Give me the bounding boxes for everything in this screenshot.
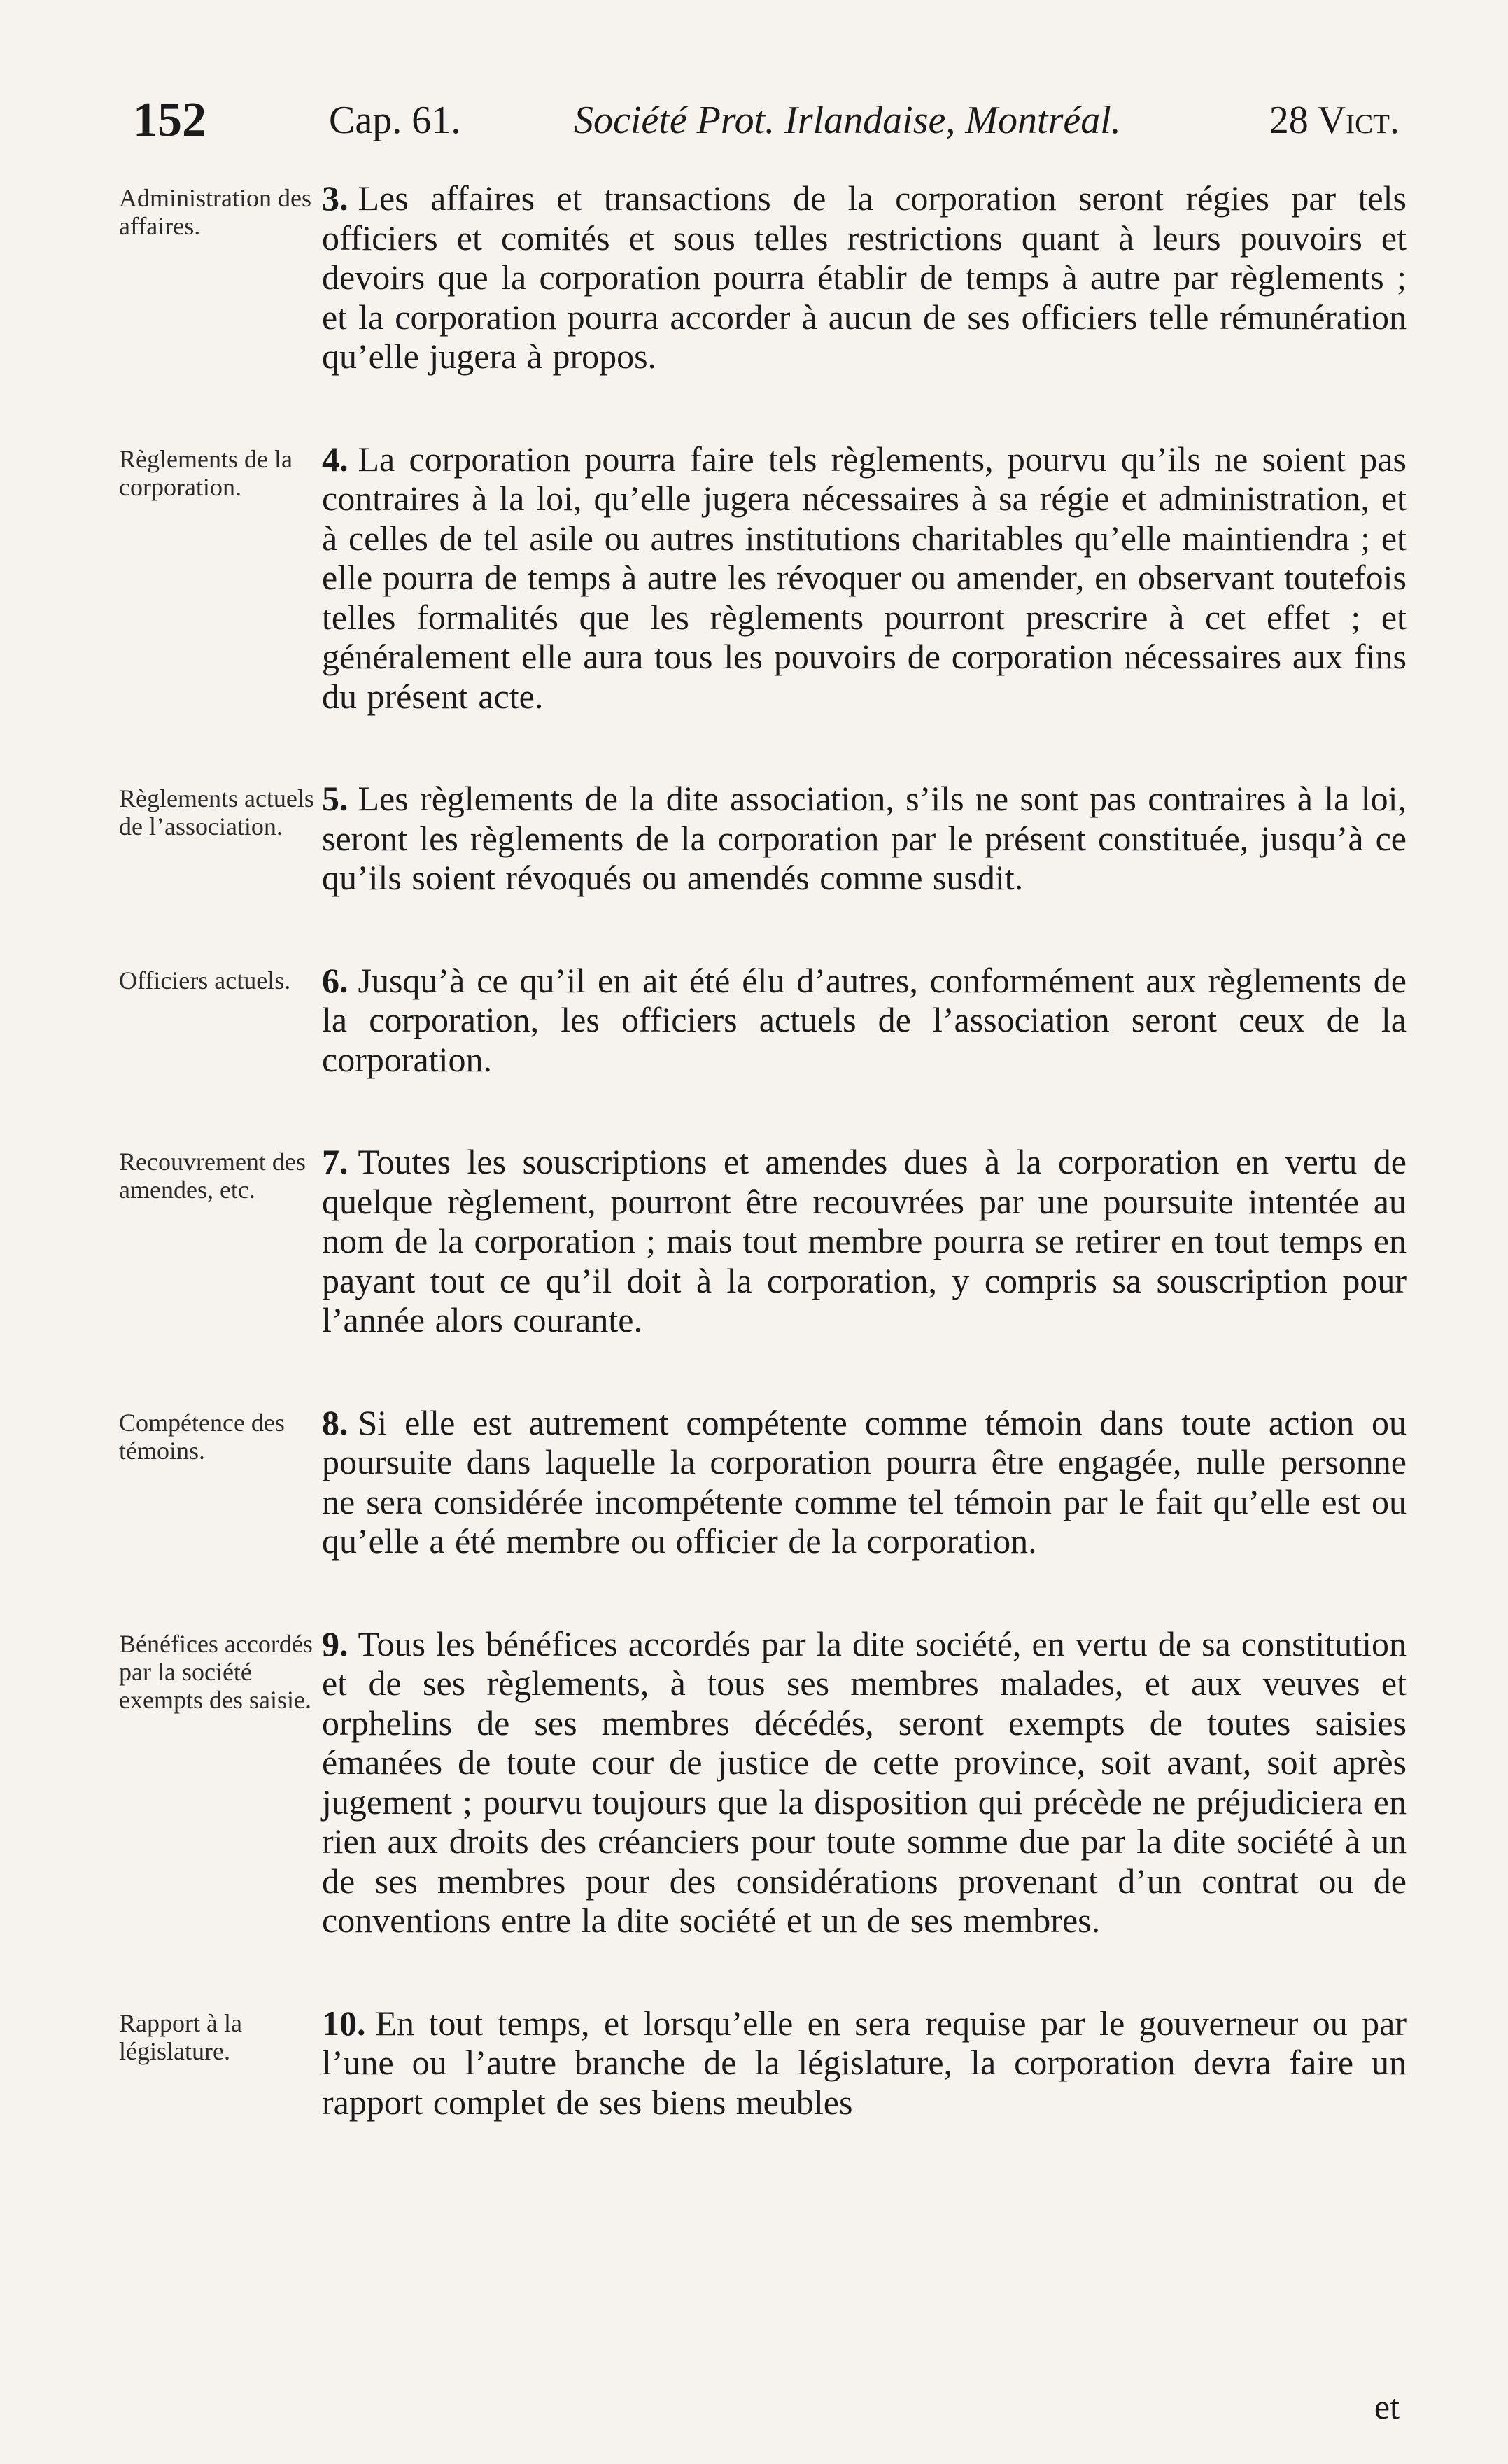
running-title: Société Prot. Irlandaise, Montréal. bbox=[574, 99, 1121, 142]
section-8 bbox=[119, 1403, 1414, 1561]
page-number: 152 bbox=[133, 93, 206, 147]
margin-note: Officiers actuels. bbox=[119, 966, 291, 994]
margin-note: Règlements actuels de l’association. bbox=[119, 784, 314, 840]
regnal-year: 28 Vict. bbox=[1269, 99, 1400, 142]
section-7 bbox=[119, 1142, 1414, 1340]
margin-note: Bénéfices accordés par la société exempts des saisie. bbox=[119, 1629, 313, 1714]
section-text bbox=[322, 2004, 1407, 2122]
section-text bbox=[322, 439, 1407, 717]
section-body: Les règlements de la dite association, s’ils ne sont pas contraires à la loi, seront les règlements de la corporation par le présent constituée, jusqu’à ce qu’ils soient révoqués ou amendés comme susdit. bbox=[322, 779, 1407, 897]
section-number: 8. bbox=[322, 1402, 348, 1442]
running-header bbox=[126, 93, 1407, 154]
section-5 bbox=[119, 779, 1414, 898]
section-number: 3. bbox=[322, 178, 348, 218]
section-number: 7. bbox=[322, 1142, 348, 1181]
section-number: 10. bbox=[322, 2003, 366, 2043]
section-text bbox=[322, 779, 1407, 898]
section-body: Tous les bénéfices accordés par la dite société, en vertu de sa constitution et de ses règlements, à tous ses membres malades, et aux veuves et orphelins de ses membres décédés, seront exempts de toutes saisies émanées de toute cour de justice de cette province, soit avant, soit après jugement ; pourvu toujours que la disposition qui précède ne préjudiciera en rien aux droits des créanciers pour toute somme due par la dite société à un de ses membres pour des considérations provenant d’un contrat ou de conventions entre la dite société et un de ses membres. bbox=[322, 1624, 1407, 1940]
section-text bbox=[322, 178, 1407, 376]
section-text bbox=[322, 1403, 1407, 1561]
section-number: 9. bbox=[322, 1624, 348, 1663]
section-body: Si elle est autrement compétente comme témoin dans toute action ou poursuite dans laquelle la corporation pourra être engagée, nulle personne ne sera considérée incompétente comme tel témoin par le fait qu’elle est ou qu’elle a été membre ou officier de la corporation. bbox=[322, 1402, 1407, 1561]
section-10 bbox=[119, 2004, 1414, 2122]
margin-note: Recouvrement des amendes, etc. bbox=[119, 1148, 306, 1204]
section-number: 4. bbox=[322, 439, 348, 479]
section-body: Les affaires et transactions de la corporation seront régies par tels officiers et comités et sous telles restrictions quant à leurs pouvoirs et devoirs que la corporation pourra établir de temps à autre par règlements ; et la corporation pourra accorder à aucun de ses officiers telle rémunération qu’elle jugera à propos. bbox=[322, 178, 1407, 376]
section-number: 5. bbox=[322, 779, 348, 818]
section-6 bbox=[119, 961, 1414, 1080]
margin-note: Règlements de la corporation. bbox=[119, 444, 293, 501]
section-body: Jusqu’à ce qu’il en ait été élu d’autres, conformément aux règlements de la corporation, les officiers actuels de l’association seront ceux de la corporation. bbox=[322, 960, 1407, 1079]
section-4 bbox=[119, 439, 1414, 717]
section-text bbox=[322, 961, 1407, 1080]
section-text bbox=[322, 1624, 1407, 1941]
statute-body bbox=[119, 178, 1414, 2185]
chapter-label: Cap. 61. bbox=[329, 99, 461, 142]
section-body: Toutes les souscriptions et amendes dues à la corporation en vertu de quelque règlement, pourront être recouvrées par une poursuite intentée au nom de la corporation ; mais tout membre pourra se retirer en tout temps en payant tout ce qu’il doit à la corporation, y compris sa souscription pour l’année alors courante. bbox=[322, 1142, 1407, 1339]
section-number: 6. bbox=[322, 960, 348, 1000]
margin-note: Administration des affaires. bbox=[119, 184, 311, 240]
section-9 bbox=[119, 1624, 1414, 1941]
section-text bbox=[322, 1142, 1407, 1340]
catchword: et bbox=[1374, 2387, 1400, 2426]
margin-note: Rapport à la législature. bbox=[119, 2008, 242, 2065]
margin-note: Compétence des témoins. bbox=[119, 1408, 285, 1465]
section-3 bbox=[119, 178, 1414, 376]
section-body: En tout temps, et lorsqu’elle en sera requise par le gouverneur ou par l’une ou l’autre branche de la législature, la corporation devra faire un rapport complet de ses biens meubles bbox=[322, 2003, 1407, 2122]
section-body: La corporation pourra faire tels règlements, pourvu qu’ils ne soient pas contraires à la loi, qu’elle jugera nécessaires à sa régie et administration, et à celles de tel asile ou autres institutions charitables qu’elle maintiendra ; et elle pourra de temps à autre les révoquer ou amender, en observant toutefois telles formalités que les règlements pourront prescrire à cet effet ; et généralement elle aura tous les pouvoirs de corporation nécessaires aux fins du présent acte. bbox=[322, 439, 1407, 716]
